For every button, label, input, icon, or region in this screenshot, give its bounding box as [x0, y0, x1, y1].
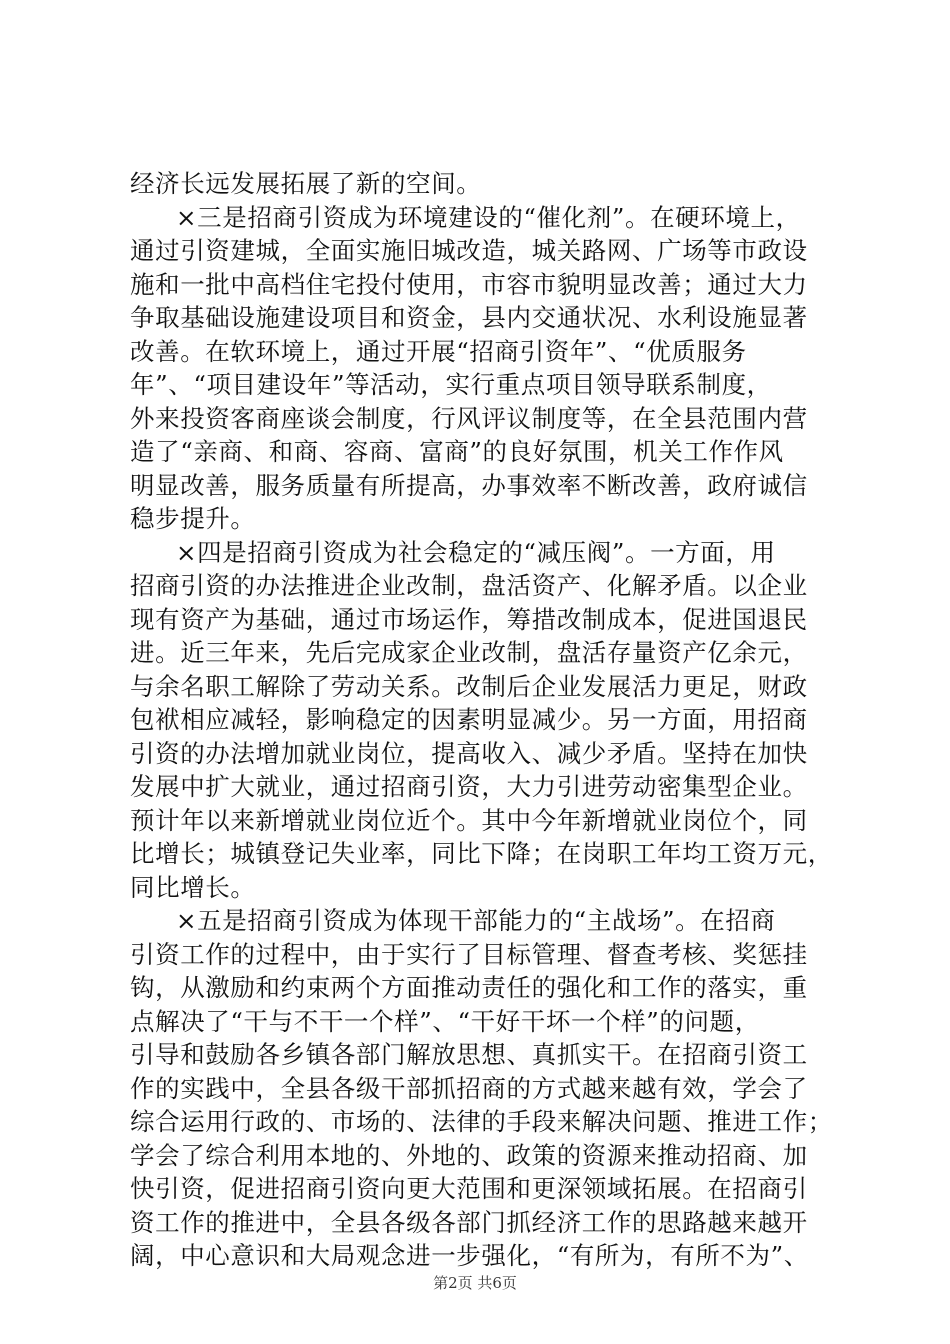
text-line: 点解决了“干与不干一个样”、“干好干坏一个样”的问题，: [130, 1006, 760, 1036]
text-line: 与余名职工解除了劳动关系。改制后企业发展活力更足，财政: [130, 671, 808, 701]
page-footer: 第2页 共6页: [433, 1274, 517, 1292]
text-line: 稳步提升。: [130, 504, 256, 533]
text-line: 学会了综合利用本地的、外地的、政策的资源来推动招商、加: [130, 1140, 808, 1170]
document-body: [130, 167, 833, 1273]
text-line: 综合运用行政的、市场的、法律的手段来解决问题、推进工作；: [130, 1107, 833, 1136]
text-line: 外来投资客商座谈会制度，行风评议制度等，在全县范围内营: [130, 403, 808, 433]
text-line: 预计年以来新增就业岗位近个。其中今年新增就业岗位个，同: [130, 805, 808, 835]
text-line: 引资的办法增加就业岗位，提高收入、减少矛盾。坚持在加快: [130, 738, 808, 768]
text-line: 改善。在软环境上，通过开展“招商引资年”、“优质服务: [130, 336, 747, 366]
text-line: 年”、“项目建设年”等活动，实行重点项目领导联系制度，: [130, 370, 772, 399]
text-line: 招商引资的办法推进企业改制，盘活资产、化解矛盾。以企业: [130, 571, 808, 600]
text-line: ×四是招商引资成为社会稳定的“减压阀”。一方面，用: [176, 537, 776, 567]
text-line: 包袱相应减轻，影响稳定的因素明显减少。另一方面，用招商: [130, 705, 808, 734]
text-line: 资工作的推进中，全县各级各部门抓经济工作的思路越来越开: [130, 1207, 808, 1237]
text-line: 钩，从激励和约束两个方面推动责任的强化和工作的落实，重: [130, 973, 808, 1002]
text-line: 同比增长。: [130, 872, 256, 902]
text-line: 引资工作的过程中，由于实行了目标管理、督查考核、奖惩挂: [130, 939, 808, 969]
text-line: 明显改善，服务质量有所提高，办事效率不断改善，政府诚信: [130, 470, 808, 500]
text-line: ×五是招商引资成为体现干部能力的“主战场”。在招商: [176, 906, 776, 935]
text-line: 通过引资建城，全面实施旧城改造，城关路网、广场等市政设: [130, 236, 808, 265]
text-line: 现有资产为基础，通过市场运作，筹措改制成本，促进国退民: [130, 604, 808, 634]
text-line: 争取基础设施建设项目和资金，县内交通状况、水利设施显著: [130, 303, 808, 332]
text-line: 造了“亲商、和商、容商、富商”的良好氛围，机关工作作风: [130, 437, 784, 466]
text-line: 比增长；城镇登记失业率，同比下降；在岗职工年均工资万元，: [130, 839, 833, 868]
text-line: ×三是招商引资成为环境建设的“催化剂”。在硬环境上，: [176, 202, 801, 232]
text-line: 进。近三年来，先后完成家企业改制，盘活存量资产亿余元，: [130, 638, 808, 667]
text-line: 快引资，促进招商引资向更大范围和更深领域拓展。在招商引: [130, 1174, 808, 1203]
text-line: 发展中扩大就业，通过招商引资，大力引进劳动密集型企业。: [130, 772, 808, 801]
text-line: 施和一批中高档住宅投付使用，市容市貌明显改善；通过大力: [130, 269, 808, 299]
text-line: 经济长远发展拓展了新的空间。: [130, 169, 482, 198]
text-line: 作的实践中，全县各级干部抓招商的方式越来越有效，学会了: [130, 1073, 808, 1103]
text-line: 引导和鼓励各乡镇各部门解放思想、真抓实干。在招商引资工: [130, 1040, 808, 1069]
text-line: 阔，中心意识和大局观念进一步强化，“有所为，有所不为”、: [130, 1241, 809, 1270]
